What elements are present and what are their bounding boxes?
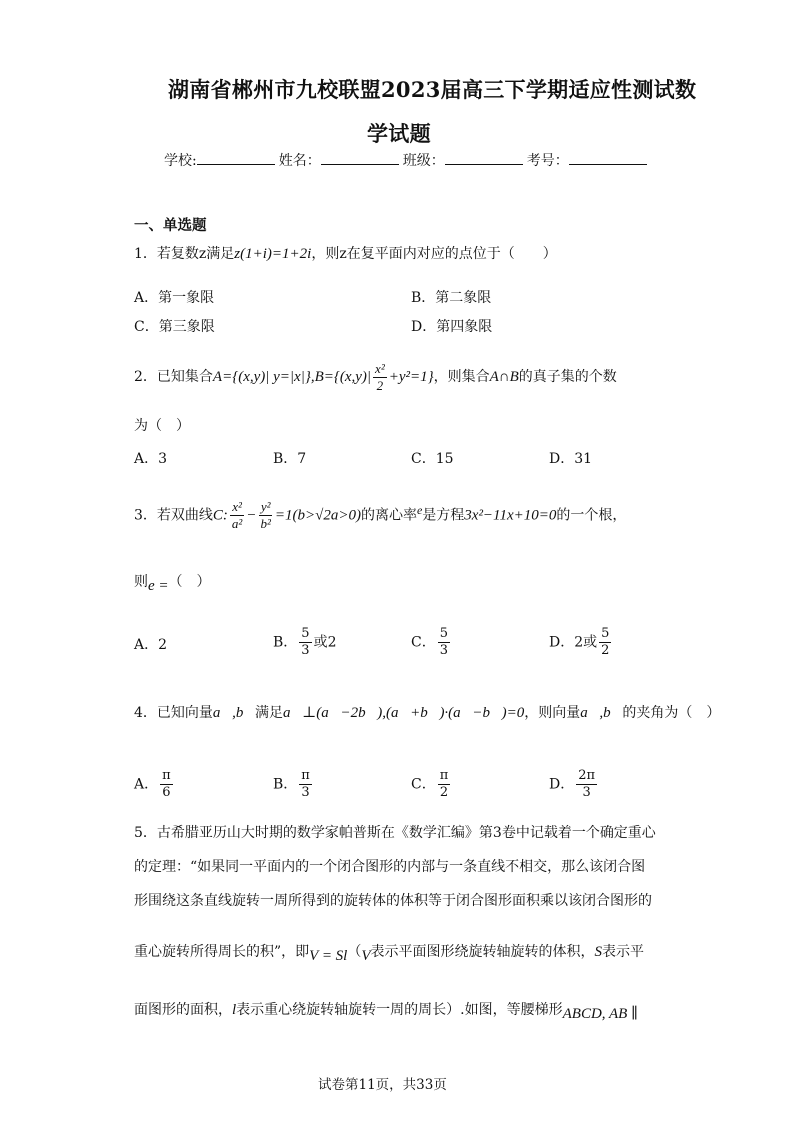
q4-option-c-label: C．: [411, 776, 436, 793]
q5-line4-b: （: [347, 944, 362, 960]
q3-b-num: 5: [301, 626, 310, 641]
q3-b-den: 3: [301, 643, 310, 658]
q3-equation: 3x²−11x+10=0: [464, 507, 557, 524]
q3-frac-x: [230, 499, 244, 532]
q2-set-b-prefix: B={(x,y)|: [314, 369, 372, 385]
q4-option-b-label: B．: [273, 776, 298, 793]
q3-option-d-label: D．2或: [549, 634, 598, 651]
name-label: 姓名：: [278, 153, 321, 169]
q4-option-a-label: A．: [134, 776, 159, 793]
question-2-stem: [134, 357, 617, 397]
student-info-row: [164, 150, 651, 170]
q3-stem-b: 的离心率: [360, 507, 417, 524]
q5-s-symbol: S: [594, 944, 603, 960]
q2-option-d: D．31: [549, 451, 593, 467]
school-blank[interactable]: [197, 152, 275, 165]
q5-line-3: 形围绕这条直线旋转一周所得到的旋转体的体积等于闭合图形面积乘以该闭合图形的: [134, 893, 652, 909]
q4-option-c-fraction: [438, 768, 451, 801]
q4-option-d-fraction: [576, 768, 597, 801]
q5-l-symbol: l: [232, 1002, 237, 1018]
q3-option-b: [273, 626, 337, 659]
q4-d-den: 3: [582, 785, 591, 800]
q4-b-den: 3: [301, 785, 310, 800]
q2-frac-den: 2: [376, 377, 384, 393]
exam-title-line2: 学试题: [367, 121, 431, 146]
q5-formula: V = Sl: [309, 947, 348, 964]
q3-stem-e: 则: [134, 574, 148, 590]
q4-stem-d: 的夹角为（ ）: [622, 705, 721, 721]
q2-stem-c: 的真子集的个数: [518, 369, 617, 385]
exam-no-label: 考号：: [526, 153, 569, 169]
q4-c-num: π: [439, 768, 449, 783]
q3-d-den: 2: [601, 643, 610, 658]
q2-option-c: C．15: [411, 451, 454, 467]
q5-line4-c: 表示平面图形绕旋转轴旋转的体积，: [370, 944, 595, 960]
q4-vectors: a⃗,b⃗: [212, 705, 256, 721]
q2-option-a: A．3: [134, 451, 168, 467]
q3-option-b-label: B．: [273, 634, 298, 651]
q1-formula: z(1+i)=1+2i: [234, 246, 312, 262]
q5-line5-a: 面图形的面积，: [134, 1002, 232, 1018]
q3-stem-f: （ ）: [168, 574, 211, 590]
q3-condition: =1(b>√2a>0): [274, 507, 361, 524]
q4-option-b: [273, 768, 314, 801]
q4-option-d: [549, 768, 599, 801]
page-footer: 试卷第11页，共33页: [318, 1077, 447, 1093]
q3-option-a: A．2: [134, 637, 168, 653]
q3-option-c-fraction: [438, 626, 450, 659]
q3-e-equals: e =: [148, 577, 169, 594]
q2-intersection: A∩B: [489, 369, 519, 385]
q5-v-symbol: V: [361, 947, 371, 964]
q2-stem-a: 2．已知集合: [134, 369, 213, 385]
exam-title-line1: 湖南省郴州市九校联盟2023届高三下学期适应性测试数: [168, 77, 697, 102]
q4-d-num: 2π: [578, 768, 596, 783]
q1-stem-a: 1．若复数z满足: [134, 246, 235, 262]
q4-condition: a⃗⊥(a⃗−2b⃗),(a⃗+b⃗)·(a⃗−b⃗)=0: [283, 705, 525, 721]
q3-frac1-den: a²: [231, 516, 243, 532]
q4-stem-a: 4．已知向量: [134, 705, 213, 721]
q2-set-b-suffix: +y²=1}: [388, 369, 434, 385]
q3-option-c-label: C．: [411, 634, 436, 651]
q4-b-num: π: [301, 768, 310, 783]
class-blank[interactable]: [445, 152, 523, 165]
q1-option-d: D．第四象限: [411, 319, 493, 335]
q3-curve: C:: [212, 507, 228, 524]
q3-option-b-fraction: [299, 626, 311, 659]
q3-option-b-tail: 或2: [313, 634, 337, 651]
q2-stem-b: ，则集合: [433, 369, 490, 385]
q4-option-a: [134, 768, 175, 801]
q3-stem-d: 的一个根，: [556, 507, 627, 524]
q3-c-den: 3: [439, 643, 448, 658]
q3-option-d-fraction: [599, 626, 611, 659]
q2-frac-num: x²: [375, 360, 385, 376]
q2-fraction: [373, 361, 387, 394]
q4-option-a-fraction: [160, 768, 173, 801]
class-label: 班级：: [402, 153, 445, 169]
q3-stem-c: 是方程: [422, 507, 465, 524]
q1-option-c: C．第三象限: [134, 319, 215, 335]
q4-option-b-fraction: [299, 768, 312, 801]
q2-option-b: B．7: [273, 451, 307, 467]
name-blank[interactable]: [321, 152, 399, 165]
q5-line5-b: 表示重心绕旋转轴旋转一周的周长）.如图，等腰梯形: [236, 1002, 563, 1018]
q5-line4-d: 表示平: [602, 944, 645, 960]
question-3-stem: [134, 490, 626, 536]
section-title: 一、单选题: [134, 217, 207, 234]
q1-option-b: B．第二象限: [411, 290, 492, 306]
q4-a-num: π: [162, 768, 171, 783]
q3-frac1-num: x²: [232, 499, 242, 515]
q5-line4-a: 重心旋转所得周长的积”，即: [134, 944, 310, 960]
q3-stem-continued: [134, 572, 211, 596]
q4-a-den: 6: [162, 785, 171, 800]
q4-stem-b: 满足: [255, 705, 284, 721]
question-4-stem: [134, 703, 720, 723]
q3-e-symbol: e: [416, 503, 423, 517]
q5-line-5: [134, 1000, 638, 1024]
q3-frac2-den: b²: [260, 516, 271, 532]
q3-stem-a: 3．若双曲线: [134, 507, 213, 524]
q3-frac-y: [258, 499, 272, 532]
q3-frac2-num: y²: [260, 499, 271, 515]
q3-d-num: 5: [601, 626, 610, 641]
q2-stem-continued: 为（ ）: [134, 418, 190, 434]
q3-option-d: [549, 626, 613, 659]
q5-line-2: 的定理：“如果同一平面内的一个闭合图形的内部与一条直线不相交，那么该闭合图: [134, 859, 646, 875]
q5-line-1: 5．古希腊亚历山大时期的数学家帕普斯在《数学汇编》第3卷中记载着一个确定重心: [134, 825, 656, 841]
q4-option-d-label: D．: [549, 776, 575, 793]
q3-minus: −: [246, 507, 257, 524]
q1-option-a: A．第一象限: [134, 290, 215, 306]
q1-stem-b: ，则z在复平面内对应的点位于（ ）: [311, 246, 557, 262]
q4-stem-c: ，则向量: [524, 705, 581, 721]
q5-line-4: [134, 942, 644, 966]
q3-c-num: 5: [439, 626, 448, 641]
q2-set-a: A={(x,y)| y=|x|},: [212, 369, 315, 385]
q4-c-den: 2: [439, 785, 449, 800]
q4-option-c: [411, 768, 452, 801]
q5-trapezoid: ABCD, AB ∥: [562, 1005, 639, 1022]
q3-option-c: [411, 626, 452, 659]
question-1-stem: [134, 244, 557, 264]
school-label: 学校:: [164, 153, 197, 169]
q4-vectors-2: a⃗,b⃗: [580, 705, 623, 721]
exam-no-blank[interactable]: [569, 152, 647, 165]
